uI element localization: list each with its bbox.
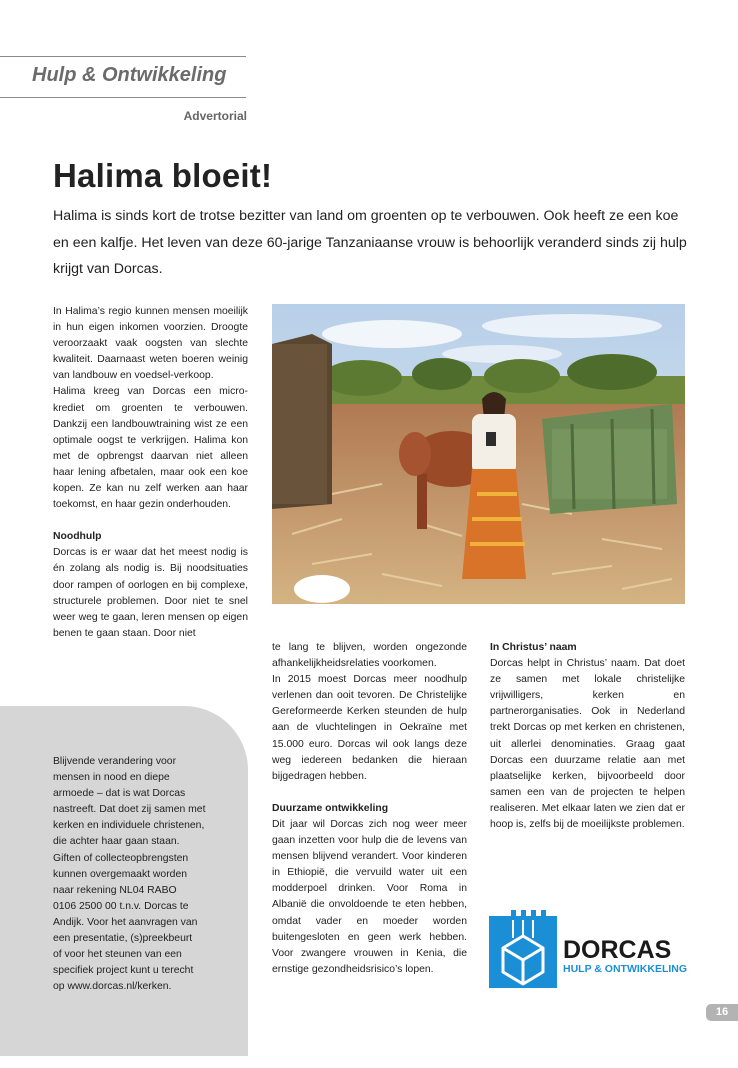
- sidebar-text: [53, 754, 233, 995]
- sidebar-line: kunnen overgemaakt worden: [53, 868, 188, 880]
- sidebar-line: Andijk. Voor het aanvragen van: [53, 916, 198, 928]
- col1-heading-noodhulp: Noodhulp: [53, 531, 102, 543]
- col2-paragraph-3: Dit jaar wil Dorcas zich nog weer meer gaan inzetten voor hulp die de levens van mensen blijvend verandert. Voor kinderen in Ethiopië, die vervuild water uit een modderpoel drinken. Voor Roma in Albanië die onvoldoende te eten hebben, omdat vader en moeder worden buitengesloten en geen werk hebben. Voor zwangere vrouwen in Kenia, die ernstige gezondheidsrisico’s lopen.: [272, 818, 467, 975]
- sidebar-line: Giften of collecteopbrengsten: [53, 852, 189, 864]
- sidebar-line: of voor het steunen van een: [53, 949, 182, 961]
- advertorial-label: Advertorial: [183, 109, 247, 123]
- sidebar-line: een presentatie, (s)preekbeurt: [53, 933, 193, 945]
- sidebar-line: op www.dorcas.nl/kerken.: [53, 981, 172, 993]
- col2-heading-duurzame-ontwikkeling: Duurzame ontwikkeling: [272, 802, 389, 814]
- header-rule-bottom: [0, 97, 246, 98]
- col3-heading-in-christus-naam: In Christus’ naam: [490, 642, 577, 653]
- sidebar-line: specifiek project kunt u terecht: [53, 965, 194, 977]
- sidebar-line: 0106 2500 00 t.n.v. Dorcas te: [53, 900, 189, 912]
- logo-name: DORCAS: [563, 936, 672, 964]
- col3-paragraph-1: Dorcas helpt in Christus’ naam. Dat doet ze samen met lokale christelijke vrijwilligers, kerken en partnerorganisaties. Ook in Nederland trekt Dorcas op met kerken en christenen, uit allerlei denominaties. Graag gaat Dorcas een duurzame relatie aan met plaatselijke kerken, bijvoorbeeld door samen een van de projecten te helpen realiseren. Met elkaar laten we zien dat er hoop is, zelfs bij de moeilijkste problemen.: [490, 658, 685, 831]
- sidebar-line: Blijvende verandering voor: [53, 756, 177, 767]
- column-3: [490, 640, 685, 833]
- sidebar-line: nastreeft. Dat doet zij samen met: [53, 804, 206, 816]
- section-title: Hulp & Ontwikkeling: [32, 64, 227, 86]
- logo-tagline: HULP & ONTWIKKELING: [563, 963, 688, 975]
- col1-paragraph-1: In Halima’s regio kunnen mensen moeilijk in hun eigen inkomen voorzien. Droogte veroorzaakt vaak oogsten van slechte kwaliteit. Daarnaast weten boeren weinig van landbouw en voedsel-verkoop.: [53, 306, 248, 382]
- sidebar-line: naar rekening NL04 RABO: [53, 884, 177, 896]
- sidebar-line: mensen in nood en diepe: [53, 772, 170, 784]
- col1-paragraph-3: Dorcas is er waar dat het meest nodig is én zolang als nodig is. Bij noodsituaties door rampen of oorlogen en bij complexe, structurele problemen. Door niet te snel weer weg te gaan, leren mensen op eigen benen te gaan staan. Door niet: [53, 547, 248, 639]
- sidebar-line: die achter haar gaan staan.: [53, 836, 180, 848]
- page-number: 16: [706, 1004, 738, 1021]
- col2-paragraph-1: te lang te blijven, worden ongezonde afhankelijkheidsrelaties voorkomen.: [272, 642, 467, 670]
- article-photo: [272, 304, 685, 604]
- column-2: [272, 640, 467, 978]
- sidebar-line: kerken en individuele christenen,: [53, 820, 205, 832]
- col1-paragraph-2: Halima kreeg van Dorcas een micro-krediet om groenten te verbouwen. Dankzij een landbouwtraining wist ze een optimale oogst te verkrijgen. Halima kon met de opbrengst daarvan niet alleen haar lening afbetalen, maar ook een koe kopen. Ze kan nu zelf werken aan haar toekomst, en haar gezin onderhouden.: [53, 386, 248, 511]
- sidebar-line: armoede – dat is wat Dorcas: [53, 788, 186, 800]
- col2-paragraph-2: In 2015 moest Dorcas meer noodhulp verlenen dan ooit tevoren. De Christelijke Gereformeerde Kerken steunden de hulp aan de vluchtelingen in Oekraïne met 15.000 euro. Dorcas wil ook langs deze weg iedereen bedanken die hieraan bijgedragen hebben.: [272, 674, 467, 782]
- article-intro: Halima is sinds kort de trotse bezitter van land om groenten op te verbouwen. Ook heeft ze een koe en een kalfje. Het leven van deze 60-jarige Tanzaniaanse vrouw is behoorlijk veranderd sinds zij hulp krijgt van Dorcas.: [53, 208, 687, 277]
- column-1: [53, 304, 248, 642]
- article-title: Halima bloeit!: [53, 157, 273, 194]
- header-rule-top: [0, 56, 246, 57]
- dorcas-logo: [489, 910, 689, 990]
